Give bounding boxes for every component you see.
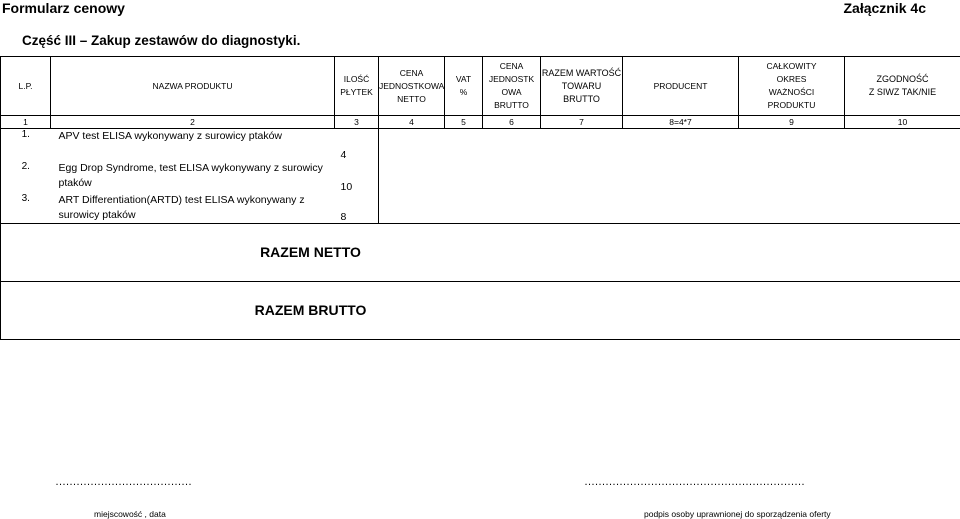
place-date-label: miejscowość , data <box>94 509 166 519</box>
section-subtitle: Część III – Zakup zestawów do diagnostyki. <box>22 33 301 48</box>
row-product-name: Egg Drop Syndrome, test ELISA wykonywany z surowicy ptaków <box>58 161 323 189</box>
row-empty-cell <box>483 193 541 224</box>
column-number-7: 7 <box>541 116 623 129</box>
row-empty-cell <box>445 161 483 193</box>
total-netto-label: RAZEM NETTO <box>260 243 361 260</box>
row-empty-cell <box>541 161 623 193</box>
row-empty-cell <box>445 129 483 161</box>
column-number-8: 8=4*7 <box>623 116 739 129</box>
total-brutto-row <box>1 282 960 340</box>
column-header-line: CAŁKOWITY <box>766 61 817 71</box>
row-empty-cell <box>739 161 845 193</box>
column-header-7 <box>541 57 623 116</box>
row-quantity: 10 <box>335 161 379 193</box>
row-lp: 2. <box>1 161 51 193</box>
column-header-line: BRUTTO <box>494 100 529 110</box>
row-empty-cell <box>739 129 845 161</box>
row-empty-cell <box>623 129 739 161</box>
column-number-6: 6 <box>483 116 541 129</box>
product-row <box>1 193 960 224</box>
product-row <box>1 129 960 161</box>
total-brutto-label: RAZEM BRUTTO <box>254 301 367 318</box>
column-number-1: 1 <box>1 116 51 129</box>
column-header-line: VAT <box>455 74 472 84</box>
row-empty-cell <box>845 129 960 161</box>
column-header-10 <box>845 57 960 116</box>
row-product-name: ART Differentiation(ARTD) test ELISA wykonywany z surowicy ptaków <box>58 193 305 221</box>
column-header-8 <box>623 57 739 116</box>
column-header-line: Z SIWZ TAK/NIE <box>868 87 937 97</box>
column-number-10: 10 <box>845 116 960 129</box>
column-header-line: % <box>459 87 468 97</box>
column-header-line: L.P. <box>18 80 33 91</box>
row-lp: 3. <box>1 193 51 224</box>
column-header-line: JEDNOSTKOWA <box>379 80 445 91</box>
column-header-line: CENA <box>399 67 424 78</box>
column-header-line: ILOŚĆ <box>343 74 370 84</box>
attachment-label: Załącznik 4c <box>843 0 926 16</box>
column-header-2 <box>51 57 335 116</box>
row-empty-cell <box>483 129 541 161</box>
column-number-4: 4 <box>379 116 445 129</box>
column-header-line: TOWARU <box>561 80 602 91</box>
row-empty-cell <box>541 129 623 161</box>
row-empty-cell <box>739 193 845 224</box>
column-header-3 <box>335 57 379 116</box>
column-header-line: ZGODNOŚĆ <box>876 74 929 84</box>
column-header-1 <box>1 57 51 116</box>
row-empty-cell <box>379 129 445 161</box>
column-header-line: CENA <box>499 61 524 71</box>
row-empty-cell <box>845 193 960 224</box>
column-header-line: NETTO <box>397 93 426 104</box>
product-row <box>1 161 960 193</box>
column-header-6 <box>483 57 541 116</box>
column-header-9 <box>739 57 845 116</box>
column-header-line: WAŻNOŚCI <box>768 87 815 97</box>
column-header-line: OWA <box>501 87 522 97</box>
column-number-2: 2 <box>51 116 335 129</box>
total-netto-row <box>1 224 960 282</box>
column-header-line: PŁYTEK <box>340 87 373 97</box>
row-empty-cell <box>379 193 445 224</box>
column-header-line: OKRES <box>776 74 807 84</box>
column-header-4 <box>379 57 445 116</box>
column-header-line: RAZEM WARTOŚĆ <box>541 67 622 78</box>
row-quantity: 8 <box>335 193 379 224</box>
row-empty-cell <box>541 193 623 224</box>
row-empty-cell <box>623 161 739 193</box>
row-quantity: 4 <box>335 129 379 161</box>
signature-dotted-line: ……………………………………………………… <box>584 476 805 488</box>
column-header-line: PRODUCENT <box>653 80 708 91</box>
column-header-line: BRUTTO <box>563 93 600 104</box>
row-empty-cell <box>445 193 483 224</box>
column-header-line: JEDNOSTK <box>488 74 535 84</box>
row-lp: 1. <box>1 129 51 161</box>
place-date-dotted-line: ………………………………… <box>55 476 192 488</box>
row-empty-cell <box>483 161 541 193</box>
signature-label: podpis osoby uprawnionej do sporządzenia oferty <box>644 509 831 519</box>
row-empty-cell <box>623 193 739 224</box>
column-header-5 <box>445 57 483 116</box>
row-product-name: APV test ELISA wykonywany z surowicy ptaków <box>58 130 283 142</box>
column-number-5: 5 <box>445 116 483 129</box>
column-header-line: PRODUKTU <box>767 100 816 110</box>
price-table <box>0 56 960 340</box>
form-title: Formularz cenowy <box>2 0 125 16</box>
column-number-9: 9 <box>739 116 845 129</box>
column-header-line: NAZWA PRODUKTU <box>152 80 233 91</box>
column-number-3: 3 <box>335 116 379 129</box>
row-empty-cell <box>845 161 960 193</box>
row-empty-cell <box>379 161 445 193</box>
